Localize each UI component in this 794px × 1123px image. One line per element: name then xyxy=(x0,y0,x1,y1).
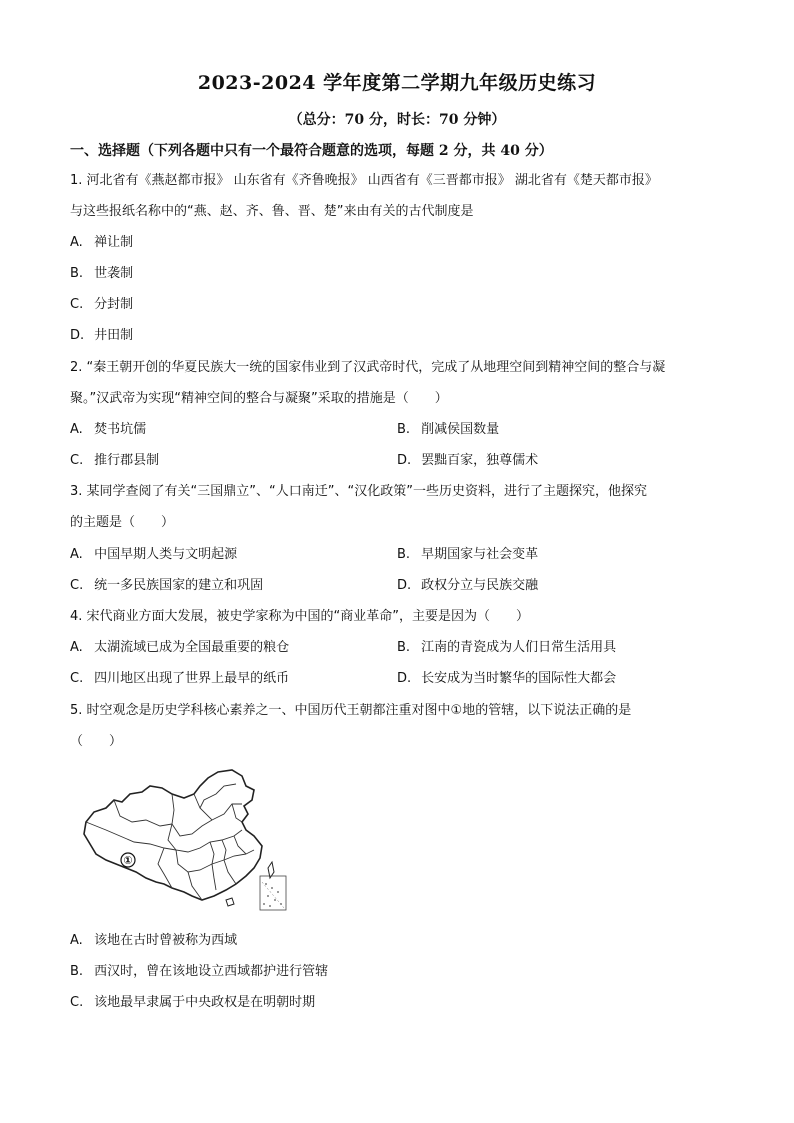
map-marker-label: ① xyxy=(123,854,133,867)
option-text: 焚书坑儒 xyxy=(94,422,147,437)
option-label: A. xyxy=(70,422,83,437)
option-text: 早期国家与社会变革 xyxy=(421,547,539,562)
question-3-stem-line1: 3. 某同学查阅了有关“三国鼎立”、“人口南迁”、“汉化政策”一些历史资料，进行了主题探究，他探究 xyxy=(70,484,647,499)
question-1-stem-line2: 与这些报纸名称中的“燕、赵、齐、鲁、晋、楚”来由有关的古代制度是 xyxy=(70,204,474,219)
option-text: 该地在古时曾被称为西域 xyxy=(94,933,238,948)
option-label: A. xyxy=(70,547,83,562)
question-5-stem-line1: 5. 时空观念是历史学科核心素养之一、中国历代王朝都注重对图中①地的管辖，以下说法正确的是 xyxy=(70,703,632,718)
question-5-option-c[interactable] xyxy=(70,993,315,1013)
section-heading: 一、选择题（下列各题中只有一个最符合题意的选项，每题 2 分，共 40 分） xyxy=(70,143,553,159)
question-2-option-d[interactable] xyxy=(397,451,538,471)
option-text: 禅让制 xyxy=(94,235,134,250)
option-text: 中国早期人类与文明起源 xyxy=(94,547,238,562)
question-3-option-a[interactable] xyxy=(70,545,237,565)
option-text: 井田制 xyxy=(94,328,134,343)
option-text: 推行郡县制 xyxy=(94,453,160,468)
option-text: 统一多民族国家的建立和巩固 xyxy=(94,578,264,593)
south-china-sea-inset xyxy=(260,876,286,910)
question-1-option-d[interactable] xyxy=(70,326,133,346)
option-label: C. xyxy=(70,297,84,312)
question-2-option-a[interactable] xyxy=(70,420,146,440)
option-text: 四川地区出现了世界上最早的纸币 xyxy=(94,671,290,686)
question-4-option-c[interactable] xyxy=(70,669,289,689)
option-text: 分封制 xyxy=(94,297,134,312)
option-label: A. xyxy=(70,933,83,948)
question-2-option-c[interactable] xyxy=(70,451,159,471)
china-map-figure xyxy=(76,764,294,916)
option-label: D. xyxy=(70,328,85,343)
question-2-stem-line1: 2. “秦王朝开创的华夏民族大一统的国家伟业到了汉武帝时代，完成了从地理空间到精神空间的整合与凝 xyxy=(70,360,666,375)
option-label: C. xyxy=(70,995,84,1010)
option-text: 长安成为当时繁华的国际性大都会 xyxy=(421,671,617,686)
question-4-option-a[interactable] xyxy=(70,638,289,658)
option-label: A. xyxy=(70,235,83,250)
option-text: 太湖流域已成为全国最重要的粮仓 xyxy=(94,640,290,655)
option-text: 西汉时，曾在该地设立西域都护进行管辖 xyxy=(94,964,329,979)
option-text: 政权分立与民族交融 xyxy=(421,578,539,593)
option-label: B. xyxy=(70,964,84,979)
option-label: B. xyxy=(397,640,411,655)
option-label: D. xyxy=(397,578,412,593)
question-2-option-b[interactable] xyxy=(397,420,499,440)
option-label: D. xyxy=(397,453,412,468)
question-3-option-d[interactable] xyxy=(397,576,538,596)
option-label: B. xyxy=(397,422,411,437)
question-4-option-b[interactable] xyxy=(397,638,616,658)
option-label: A. xyxy=(70,640,83,655)
option-label: B. xyxy=(397,547,411,562)
question-3-option-c[interactable] xyxy=(70,576,263,596)
question-3-stem-line2: 的主题是（ ） xyxy=(70,515,175,530)
question-4-stem-line1: 4. 宋代商业方面大发展，被史学家称为中国的“商业革命”，主要是因为（ ） xyxy=(70,609,530,624)
question-2-stem-line2: 聚。”汉武帝为实现“精神空间的整合与凝聚”采取的措施是（ ） xyxy=(70,391,448,406)
map-taiwan xyxy=(268,862,274,878)
page-title: 2023-2024 学年度第二学期九年级历史练习 xyxy=(197,72,597,94)
question-5-stem-line2: （ ） xyxy=(70,734,123,749)
page-subtitle: （总分：70 分，时长：70 分钟） xyxy=(288,112,506,128)
option-text: 江南的青瓷成为人们日常生活用具 xyxy=(421,640,617,655)
option-text: 世袭制 xyxy=(94,266,134,281)
question-1-option-c[interactable] xyxy=(70,295,133,315)
question-4-option-d[interactable] xyxy=(397,669,616,689)
question-1-option-a[interactable] xyxy=(70,233,133,253)
option-text: 罢黜百家，独尊儒术 xyxy=(421,453,539,468)
question-5-option-a[interactable] xyxy=(70,931,237,951)
option-text: 该地最早隶属于中央政权是在明朝时期 xyxy=(94,995,316,1010)
option-label: D. xyxy=(397,671,412,686)
map-hainan xyxy=(226,898,234,906)
option-text: 削减侯国数量 xyxy=(421,422,500,437)
option-label: C. xyxy=(70,671,84,686)
question-1-stem-line1: 1. 河北省有《燕赵都市报》 山东省有《齐鲁晚报》 山西省有《三晋都市报》 湖北省有《楚天都市报》 xyxy=(70,173,658,188)
question-3-option-b[interactable] xyxy=(397,545,538,565)
question-5-option-b[interactable] xyxy=(70,962,328,982)
option-label: B. xyxy=(70,266,84,281)
question-1-option-b[interactable] xyxy=(70,264,133,284)
option-label: C. xyxy=(70,453,84,468)
option-label: C. xyxy=(70,578,84,593)
